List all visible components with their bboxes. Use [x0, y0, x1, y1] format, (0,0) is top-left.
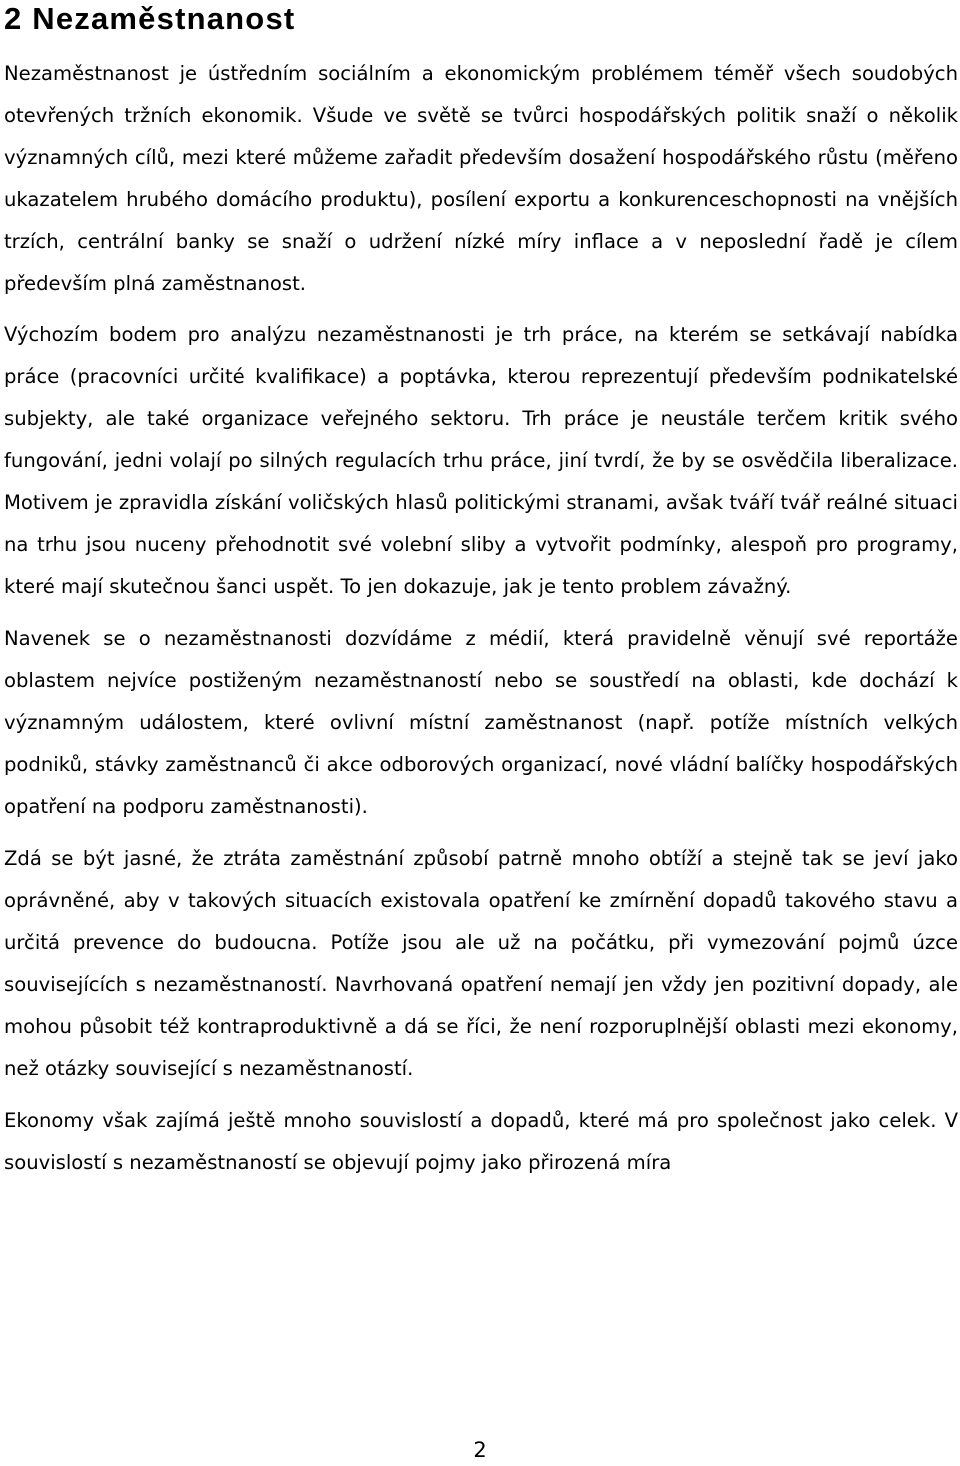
paragraph-4: Zdá se být jasné, že ztráta zaměstnání způsobí patrně mnoho obtíží a stejně tak se jeví jako oprávněné, aby v takových situacích existovala opatření ke zmírnění dopadů takového stavu a určitá prevence do budoucna. Potíže jsou ale už na počátku, při vymezování pojmů úzce souvisejících s nezaměstnaností. Navrhovaná opatření nemají jen vždy jen pozitivní dopady, ale mohou působit též kontraproduktivně a dá se říci, že není rozporuplnější oblasti mezi ekonomy, než otázky související s nezaměstnaností. — [4, 847, 958, 1080]
section-heading: 2 Nezaměstnanost — [4, 1, 296, 36]
paragraph-5: Ekonomy však zajímá ještě mnoho souvislostí a dopadů, které má pro společnost jako celek. V souvislostí s nezaměstnaností se objevují pojmy jako přirozená míra — [4, 1109, 958, 1174]
paragraph-3: Navenek se o nezaměstnanosti dozvídáme z médií, která pravidelně věnují své reportáže oblastem nejvíce postiženým nezaměstnaností nebo se soustředí na oblasti, kde dochází k významným událostem, které ovlivní místní zaměstnanost (např. potíže místních velkých podniků, stávky zaměstnanců či akce odborových organizací, nové vládní balíčky hospodářských opatření na podporu zaměstnanosti). — [4, 627, 958, 818]
paragraph-1: Nezaměstnanost je ústředním sociálním a ekonomickým problémem téměř všech soudobých otevřených tržních ekonomik. Všude ve světě se tvůrci hospodářských politik snaží o několik významných cílů, mezi které můžeme zařadit především dosažení hospodářského růstu (měřeno ukazatelem hrubého domácího produktu), posílení exportu a konkurenceschopnosti na vnějších trzích, centrální banky se snaží o udržení nízké míry inflace a v neposlední řadě je cílem především plná zaměstnanost. — [4, 62, 958, 295]
document-page — [4, 0, 958, 1184]
page-number: 2 — [473, 1438, 487, 1462]
paragraph-2: Výchozím bodem pro analýzu nezaměstnanosti je trh práce, na kterém se setkávají nabídka práce (pracovníci určité kvalifikace) a poptávka, kterou reprezentují především podnikatelské subjekty, ale také organizace veřejného sektoru. Trh práce je neustále terčem kritik svého fungování, jedni volají po silných regulacích trhu práce, jiní tvrdí, že by se osvědčila liberalizace. Motivem je zpravidla získání voličských hlasů politickými stranami, avšak tváří tvář reálné situaci na trhu jsou nuceny přehodnotit své volební sliby a vytvořit podmínky, alespoň pro programy, které mají skutečnou šanci uspět. To jen dokazuje, jak je tento problem závažný. — [4, 323, 958, 598]
